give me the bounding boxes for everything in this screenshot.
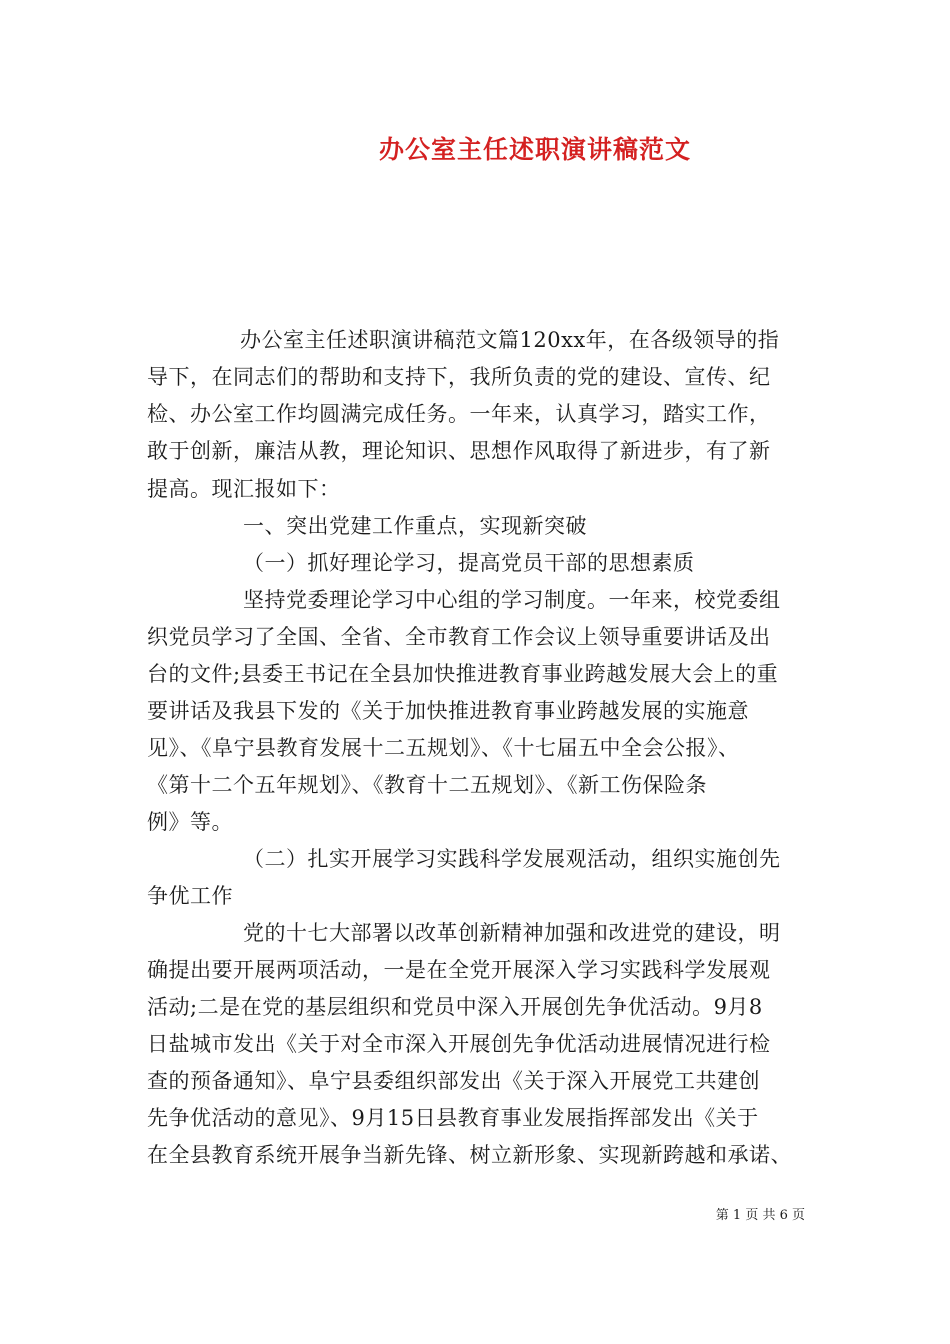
body-line: 导下，在同志们的帮助和支持下，我所负责的党的建设、宣传、纪 [147, 365, 771, 389]
body-line: 党的十七大部署以改革创新精神加强和改进党的建设，明 [243, 921, 781, 945]
body-line: 先争优活动的意见》、9月15日县教育事业发展指挥部发出《关于 [147, 1106, 759, 1130]
document-title: 办公室主任述职演讲稿范文 [378, 135, 691, 164]
body-line: 坚持党委理论学习中心组的学习制度。一年来，校党委组 [243, 588, 781, 612]
body-line: 见》、《阜宁县教育发展十二五规划》、《十七届五中全会公报》、 [147, 736, 740, 760]
body-line: 办公室主任述职演讲稿范文篇120xx年，在各级领导的指 [240, 328, 780, 352]
body-line: 台的文件;县委王书记在全县加快推进教育事业跨越发展大会上的重 [147, 662, 779, 686]
body-line: 例》等。 [147, 810, 233, 834]
body-line: 日盐城市发出《关于对全市深入开展创先争优活动进展情况进行检 [147, 1032, 771, 1056]
subsection-heading: （二）扎实开展学习实践科学发展观活动，组织实施创先 [243, 847, 781, 871]
body-line: 检、办公室工作均圆满完成任务。一年来，认真学习，踏实工作， [147, 402, 771, 426]
body-line: 确提出要开展两项活动，一是在全党开展深入学习实践科学发展观 [147, 958, 771, 982]
body-line: 提高。现汇报如下： [147, 477, 341, 501]
body-line: 敢于创新，廉洁从教，理论知识、思想作风取得了新进步，有了新 [147, 439, 771, 463]
body-line: 《第十二个五年规划》、《教育十二五规划》、《新工伤保险条 [147, 773, 707, 797]
body-line: 在全县教育系统开展争当新先锋、树立新形象、实现新跨越和承诺、 [147, 1143, 792, 1167]
subsection-heading: （一）抓好理论学习，提高党员干部的思想素质 [243, 551, 695, 575]
body-line: 查的预备通知》、阜宁县委组织部发出《关于深入开展党工共建创 [147, 1069, 760, 1093]
subsection-heading-cont: 争优工作 [147, 884, 233, 908]
body-line: 活动;二是在党的基层组织和党员中深入开展创先争优活动。9月8 [147, 995, 763, 1019]
section-heading: 一、突出党建工作重点，实现新突破 [243, 514, 587, 538]
body-line: 织党员学习了全国、全省、全市教育工作会议上领导重要讲话及出 [147, 625, 771, 649]
body-line: 要讲话及我县下发的《关于加快推进教育事业跨越发展的实施意 [147, 699, 749, 723]
page-number-footer: 第 1 页 共 6 页 [715, 1208, 805, 1223]
